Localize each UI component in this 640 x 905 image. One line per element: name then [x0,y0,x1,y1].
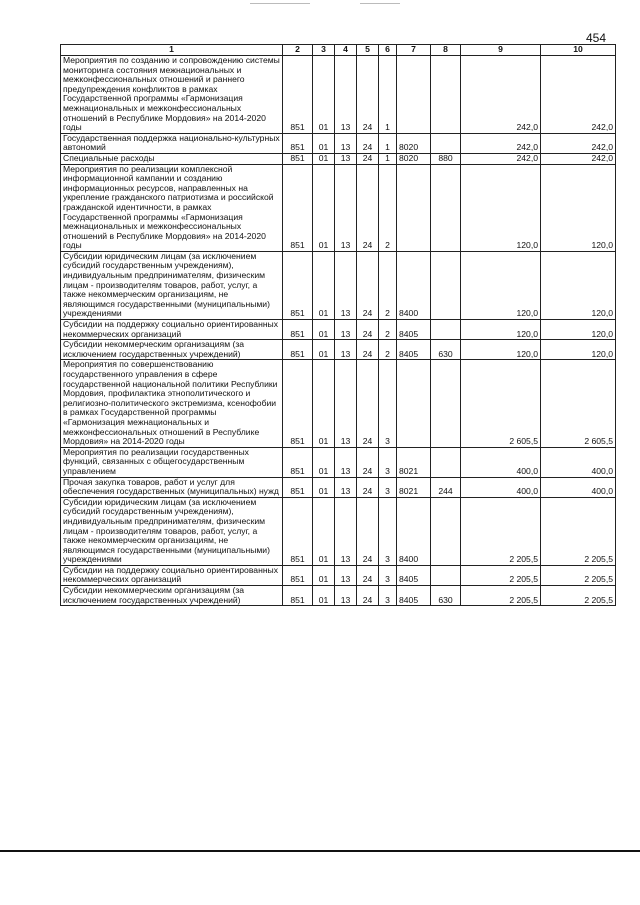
column-header: 4 [335,45,357,56]
cell-c10: 120,0 [541,164,616,251]
cell-c4: 13 [335,164,357,251]
cell-c2: 851 [283,340,313,360]
cell-c4: 13 [335,56,357,134]
cell-c10: 2 205,5 [541,497,616,565]
cell-c6: 1 [379,133,397,153]
cell-c5: 24 [357,565,379,585]
cell-c5: 24 [357,164,379,251]
cell-c10: 400,0 [541,447,616,477]
cell-c9: 120,0 [461,164,541,251]
cell-c4: 13 [335,477,357,497]
cell-c7: 8020 [397,153,431,164]
cell-c4: 13 [335,565,357,585]
cell-c3: 01 [313,586,335,606]
cell-c6: 1 [379,56,397,134]
cell-c9: 400,0 [461,447,541,477]
cell-c5: 24 [357,251,379,319]
cell-c7: 8405 [397,340,431,360]
cell-c7: 8405 [397,320,431,340]
cell-c4: 13 [335,320,357,340]
cell-c9: 242,0 [461,56,541,134]
cell-c6: 3 [379,586,397,606]
cell-c8 [431,164,461,251]
cell-c5: 24 [357,153,379,164]
cell-c10: 242,0 [541,153,616,164]
cell-c2: 851 [283,360,313,447]
cell-c10: 2 205,5 [541,586,616,606]
scan-artifact [360,3,400,4]
column-header: 1 [61,45,283,56]
cell-c5: 24 [357,447,379,477]
row-name: Субсидии на поддержку социально ориентированных некоммерческих организаций [61,565,283,585]
row-name: Мероприятия по реализации государственных функций, связанных с общегосударственным управлением [61,447,283,477]
cell-c8 [431,565,461,585]
cell-c4: 13 [335,133,357,153]
cell-c10: 120,0 [541,340,616,360]
table-row [61,320,616,340]
cell-c6: 3 [379,360,397,447]
cell-c3: 01 [313,477,335,497]
cell-c6: 3 [379,447,397,477]
bottom-rule [0,850,640,852]
table-row [61,153,616,164]
cell-c4: 13 [335,153,357,164]
cell-c3: 01 [313,320,335,340]
cell-c10: 2 605,5 [541,360,616,447]
cell-c7 [397,56,431,134]
column-header: 10 [541,45,616,56]
cell-c4: 13 [335,497,357,565]
row-name: Субсидии на поддержку социально ориентированных некоммерческих организаций [61,320,283,340]
cell-c10: 242,0 [541,133,616,153]
column-header: 2 [283,45,313,56]
header-row [61,45,616,56]
row-name: Субсидии некоммерческим организациям (за исключением государственных учреждений) [61,586,283,606]
cell-c5: 24 [357,360,379,447]
table-row [61,586,616,606]
row-name: Мероприятия по реализации комплексной информационной кампании и созданию информационных ресурсов, направленных на укрепление гражданского патриотизма и российской гражданской идентичности, в рамках Государственной программы «Гармонизация межнациональных и межконфессиональных отношений в Республике Мордовия» на 2014-2020 годы [61,164,283,251]
cell-c8 [431,320,461,340]
cell-c8: 880 [431,153,461,164]
cell-c7 [397,164,431,251]
cell-c8 [431,251,461,319]
cell-c2: 851 [283,477,313,497]
cell-c8: 630 [431,586,461,606]
cell-c7: 8400 [397,497,431,565]
cell-c9: 120,0 [461,251,541,319]
cell-c5: 24 [357,477,379,497]
cell-c9: 120,0 [461,340,541,360]
column-header: 5 [357,45,379,56]
cell-c8 [431,447,461,477]
cell-c3: 01 [313,497,335,565]
cell-c3: 01 [313,164,335,251]
cell-c2: 851 [283,133,313,153]
cell-c9: 2 205,5 [461,497,541,565]
cell-c4: 13 [335,360,357,447]
table-row [61,56,616,134]
cell-c2: 851 [283,164,313,251]
row-name: Мероприятия по совершенствованию государственного управления в сфере государственной национальной политики Республики Мордовия, профилактика этнополитического и религиозно-политического экстремизма, ксенофобии в рамках Государственной программы «Гармонизация межнациональных и межконфессиональных отношений в Республике Мордовия» на 2014-2020 годы [61,360,283,447]
cell-c8 [431,360,461,447]
page-number: 454 [586,31,607,45]
cell-c6: 3 [379,477,397,497]
cell-c7 [397,360,431,447]
cell-c7: 8400 [397,251,431,319]
cell-c6: 2 [379,320,397,340]
cell-c4: 13 [335,586,357,606]
table-row [61,133,616,153]
cell-c5: 24 [357,320,379,340]
cell-c7: 8405 [397,565,431,585]
cell-c9: 2 605,5 [461,360,541,447]
table-row [61,447,616,477]
table-row [61,251,616,319]
cell-c4: 13 [335,447,357,477]
table-row [61,497,616,565]
cell-c9: 400,0 [461,477,541,497]
row-name: Государственная поддержка национально-культурных автономий [61,133,283,153]
cell-c2: 851 [283,447,313,477]
cell-c6: 2 [379,164,397,251]
cell-c7: 8405 [397,586,431,606]
cell-c8: 630 [431,340,461,360]
cell-c9: 242,0 [461,153,541,164]
cell-c2: 851 [283,320,313,340]
cell-c7: 8021 [397,447,431,477]
row-name: Субсидии юридическим лицам (за исключением субсидий государственным учреждениям), индивидуальным предпринимателям, физическим лицам - производителям товаров, работ, услуг, а также некоммерческим организациям, не являющимся государственными (муниципальными) учреждениями [61,497,283,565]
cell-c3: 01 [313,133,335,153]
cell-c9: 242,0 [461,133,541,153]
cell-c10: 120,0 [541,251,616,319]
cell-c3: 01 [313,565,335,585]
cell-c10: 400,0 [541,477,616,497]
table-row [61,340,616,360]
cell-c8: 244 [431,477,461,497]
cell-c7: 8021 [397,477,431,497]
column-header: 9 [461,45,541,56]
cell-c6: 1 [379,153,397,164]
budget-table [60,44,616,606]
cell-c6: 2 [379,251,397,319]
cell-c5: 24 [357,586,379,606]
table-row [61,477,616,497]
column-header: 3 [313,45,335,56]
cell-c2: 851 [283,586,313,606]
cell-c3: 01 [313,360,335,447]
cell-c2: 851 [283,56,313,134]
row-name: Прочая закупка товаров, работ и услуг для обеспечения государственных (муниципальных) нужд [61,477,283,497]
cell-c3: 01 [313,251,335,319]
cell-c10: 2 205,5 [541,565,616,585]
cell-c3: 01 [313,447,335,477]
row-name: Субсидии некоммерческим организациям (за исключением государственных учреждений) [61,340,283,360]
cell-c3: 01 [313,153,335,164]
cell-c9: 2 205,5 [461,565,541,585]
cell-c8 [431,56,461,134]
cell-c6: 2 [379,340,397,360]
cell-c4: 13 [335,251,357,319]
cell-c8 [431,133,461,153]
table-row [61,565,616,585]
column-header: 8 [431,45,461,56]
cell-c5: 24 [357,340,379,360]
cell-c8 [431,497,461,565]
cell-c9: 120,0 [461,320,541,340]
scan-artifact [250,3,310,4]
cell-c10: 120,0 [541,320,616,340]
row-name: Специальные расходы [61,153,283,164]
cell-c5: 24 [357,497,379,565]
cell-c2: 851 [283,153,313,164]
cell-c7: 8020 [397,133,431,153]
cell-c2: 851 [283,251,313,319]
column-header: 7 [397,45,431,56]
cell-c6: 3 [379,565,397,585]
column-header: 6 [379,45,397,56]
cell-c3: 01 [313,56,335,134]
cell-c10: 242,0 [541,56,616,134]
cell-c9: 2 205,5 [461,586,541,606]
cell-c2: 851 [283,565,313,585]
cell-c6: 3 [379,497,397,565]
row-name: Мероприятия по созданию и сопровождению системы мониторинга состояния межнациональных и межконфессиональных отношений и раннего предупреждения конфликтов в рамках Государственной программы «Гармонизация межнациональных и межконфессиональных отношений в Республике Мордовия» на 2014-2020 годы [61,56,283,134]
table-row [61,164,616,251]
cell-c3: 01 [313,340,335,360]
cell-c5: 24 [357,133,379,153]
table-row [61,360,616,447]
row-name: Субсидии юридическим лицам (за исключением субсидий государственным учреждениям), индивидуальным предпринимателям, физическим лицам - производителям товаров, работ, услуг, а также некоммерческим организациям, не являющимся государственными (муниципальными) учреждениями [61,251,283,319]
cell-c2: 851 [283,497,313,565]
cell-c4: 13 [335,340,357,360]
cell-c5: 24 [357,56,379,134]
